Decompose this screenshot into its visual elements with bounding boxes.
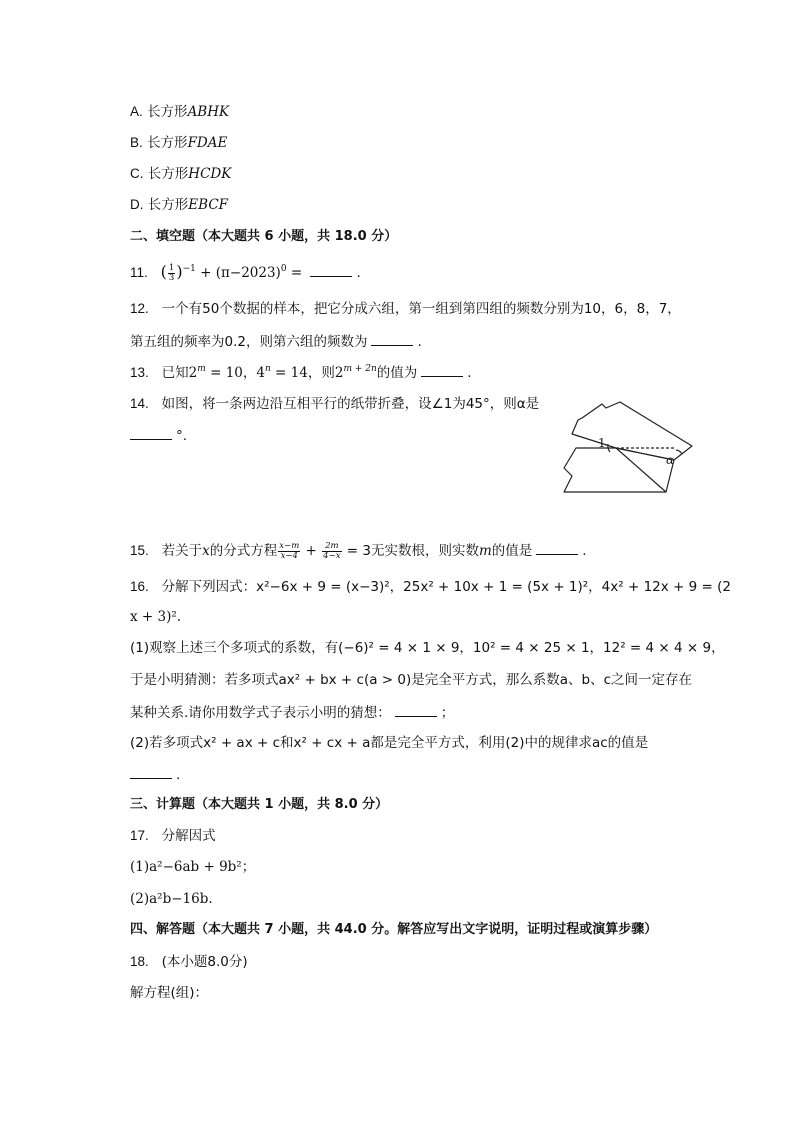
q14-text-line1: 如图，将一条两边沿互相平行的纸带折叠，设∠1为45°，则α是 (161, 396, 540, 412)
q13-answer-blank[interactable] (421, 362, 463, 377)
q13-pre: 已知 (161, 365, 189, 381)
q16-text-line3: (1)观察上述三个多项式的系数，有(−6)² = 4 × 1 × 9，10² = 4 × 25 × 1，12² = 4 × 4 × 9， (130, 640, 725, 656)
q15-answer-blank[interactable] (536, 540, 578, 555)
q11-fraction (168, 264, 175, 283)
question-12-line1 (130, 299, 681, 319)
q18-text: (本小题8.0分) (161, 954, 248, 970)
question-18 (130, 952, 248, 972)
q15-f2-top: 2m (322, 542, 341, 552)
angle-alpha-arc (676, 450, 682, 454)
q15-post: = 3无实数根，则实数 (342, 543, 479, 559)
q18-sub-text: 解方程(组)： (130, 985, 209, 1001)
q18-number: 18. (130, 954, 149, 969)
q15-f1-top: x−m (279, 540, 300, 551)
q16-text-line5: 某种关系.请你用数学式子表示小明的猜想： (130, 705, 391, 721)
option-b-letter: B. (130, 135, 143, 150)
question-17 (130, 826, 216, 846)
q11-answer-blank[interactable] (310, 262, 352, 277)
q14-answer-blank[interactable] (130, 425, 172, 440)
q11-open-paren: ( (160, 262, 167, 281)
q16-text-line1: 分解下列因式：x²−6x + 9 = (x−3)²，25x² + 10x + 1 = (5x + 1)²，4x² + 12x + 9 = (2 (161, 579, 731, 595)
option-a-label: ABHK (187, 104, 230, 120)
q17-part1-text: (1)a²−6ab + 9b²； (130, 859, 256, 875)
q13-val2: = 14，则 (270, 365, 335, 381)
question-13 (130, 362, 472, 383)
q13-ask: 的值为 (376, 365, 418, 381)
q12-text-line1: 一个有50个数据的样本，把它分成六组，第一组到第四组的频数分别为10，6，8，7， (161, 301, 681, 317)
option-b (130, 133, 227, 153)
q11-frac-bottom: 3 (168, 272, 175, 283)
q13-end: . (467, 365, 472, 381)
strip-lower-part (564, 448, 674, 492)
question-17-part2 (130, 889, 213, 909)
q11-exp2: 0 (280, 264, 287, 274)
question-15 (130, 540, 587, 561)
q11-exp1: −1 (182, 264, 196, 274)
q15-mid: 的分式方程 (209, 543, 278, 559)
option-d-letter: D. (130, 197, 144, 212)
q17-part2-text: (2)a²b−16b. (130, 891, 213, 907)
q15-end: . (582, 543, 587, 559)
q11-equals: = (286, 265, 307, 281)
q11-frac-top: 1 (168, 262, 175, 273)
option-c (130, 164, 231, 184)
option-d-label: EBCF (188, 197, 229, 213)
question-16-line5 (130, 702, 454, 723)
question-11 (130, 262, 361, 283)
q14-number: 14. (130, 396, 149, 411)
q11-number: 11. (130, 265, 148, 280)
option-d-text: 长方形 (147, 197, 189, 213)
q16-number: 16. (130, 579, 149, 594)
q11-end: . (356, 265, 361, 281)
q16-answer-blank-2[interactable] (130, 764, 172, 779)
question-16-line4 (130, 670, 692, 690)
q13-base3: 2 (334, 365, 344, 381)
question-17-part1 (130, 857, 255, 877)
option-b-label: FDAE (187, 135, 228, 151)
figure-label-alpha: α (666, 453, 675, 467)
q15-var-m: m (478, 543, 492, 559)
q15-pre: 若关于 (161, 543, 203, 559)
option-a-letter: A. (130, 104, 143, 119)
q15-fraction2 (322, 542, 341, 561)
figure-label-1: 1 (598, 436, 606, 450)
q17-number: 17. (130, 828, 149, 843)
q13-exp2: n (264, 364, 271, 374)
fold-crease (616, 448, 666, 492)
q16-line5-end: ； (440, 705, 455, 721)
option-a-text: 长方形 (147, 104, 188, 120)
folded-strip-figure (556, 398, 694, 498)
q15-ask: 的值是 (491, 543, 533, 559)
q12-text-line2: 第五组的频率为0.2，则第六组的频数为 (130, 334, 368, 350)
question-14-line2 (130, 425, 187, 446)
q13-val1: = 10， (205, 365, 257, 381)
section-fill-blank-title: 二、填空题（本大题共 6 小题，共 18.0 分） (130, 229, 398, 244)
section-calculation-title: 三、计算题（本大题共 1 小题，共 8.0 分） (130, 797, 389, 812)
option-b-text: 长方形 (147, 135, 188, 151)
question-18-sub (130, 983, 208, 1003)
q15-f2-bottom: 4−x (323, 550, 341, 561)
q16-line7-end: . (176, 767, 181, 783)
q16-text-line6: (2)若多项式x² + ax + c和x² + cx + a都是完全平方式，利用(2)中的规律求ac的值是 (130, 735, 649, 751)
q13-base1: 2 (188, 365, 198, 381)
q16-answer-blank-1[interactable] (395, 702, 437, 717)
option-a (130, 102, 229, 122)
question-16-line7 (130, 764, 180, 785)
option-c-label: HCDK (188, 166, 232, 182)
section-answer-title: 四、解答题（本大题共 7 小题，共 44.0 分。解答应写出文字说明，证明过程或演算步骤） (130, 922, 658, 937)
question-12-line2 (130, 331, 422, 352)
q17-text: 分解因式 (161, 828, 216, 844)
question-16-line6 (130, 733, 648, 753)
option-c-text: 长方形 (147, 166, 189, 182)
question-16-line3 (130, 638, 725, 658)
q13-exp3: m + 2n (343, 364, 377, 374)
q15-var-x: x (202, 543, 210, 559)
q15-f1-bottom: x−4 (280, 550, 298, 561)
q11-mid: + (π−2023) (195, 265, 281, 281)
question-16-line2 (130, 607, 181, 627)
question-14-line1 (130, 394, 539, 414)
option-c-letter: C. (130, 166, 144, 181)
q15-plus: + (301, 543, 322, 559)
q13-number: 13. (130, 365, 149, 380)
q14-end: °. (176, 428, 188, 444)
q12-end: . (417, 334, 422, 350)
question-16-line1 (130, 577, 731, 597)
q15-number: 15. (130, 543, 149, 558)
q12-number: 12. (130, 301, 149, 316)
option-d (130, 195, 228, 215)
q16-text-line4: 于是小明猜测：若多项式ax² + bx + c(a > 0)是完全平方式，那么系数a、b、c之间一定存在 (130, 672, 692, 688)
q16-text-line2: x + 3)². (130, 609, 182, 625)
q12-answer-blank[interactable] (371, 331, 413, 346)
q11-close-paren: ) (176, 262, 183, 281)
q13-exp1: m (197, 364, 206, 374)
q13-base2: 4 (256, 365, 265, 381)
q15-fraction1 (278, 542, 300, 561)
